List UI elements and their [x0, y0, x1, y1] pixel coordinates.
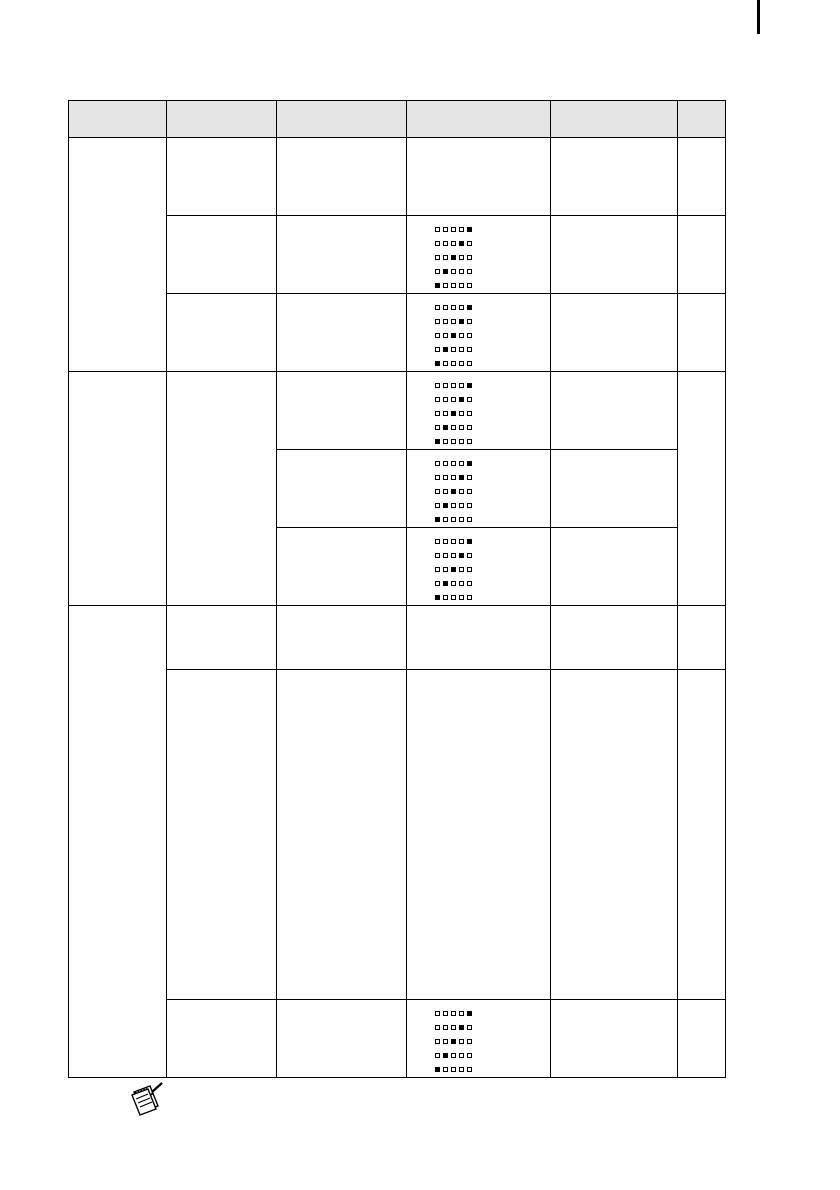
open-square-icon — [467, 361, 472, 366]
filled-square-icon — [467, 1011, 472, 1016]
filled-square-icon — [459, 319, 464, 324]
open-square-icon — [451, 1053, 456, 1058]
open-square-icon — [443, 333, 448, 338]
open-square-icon — [459, 269, 464, 274]
level-scale-row — [435, 456, 550, 470]
open-square-icon — [451, 517, 456, 522]
header-cell — [277, 101, 407, 138]
table-cell — [407, 528, 551, 606]
open-square-icon — [435, 227, 440, 232]
open-square-icon — [435, 1039, 440, 1044]
table-cell — [407, 294, 551, 372]
open-square-icon — [451, 305, 456, 310]
open-square-icon — [459, 503, 464, 508]
filled-square-icon — [467, 539, 472, 544]
open-square-icon — [467, 1039, 472, 1044]
open-square-icon — [443, 595, 448, 600]
open-square-icon — [459, 347, 464, 352]
level-scale-row — [435, 278, 550, 292]
filled-square-icon — [459, 553, 464, 558]
open-square-icon — [467, 567, 472, 572]
open-square-icon — [435, 255, 440, 260]
table-cell — [551, 294, 678, 372]
level-scale — [407, 216, 550, 292]
level-scale-row — [435, 392, 550, 406]
open-square-icon — [435, 411, 440, 416]
open-square-icon — [459, 425, 464, 430]
level-scale-row — [435, 498, 550, 512]
open-square-icon — [451, 383, 456, 388]
filled-square-icon — [459, 475, 464, 480]
open-square-icon — [451, 227, 456, 232]
open-square-icon — [443, 241, 448, 246]
open-square-icon — [451, 475, 456, 480]
level-scale-row — [435, 1062, 550, 1076]
open-square-icon — [435, 319, 440, 324]
level-scale — [407, 450, 550, 526]
table-row — [69, 1000, 726, 1078]
open-square-icon — [443, 1025, 448, 1030]
filled-square-icon — [467, 305, 472, 310]
open-square-icon — [459, 283, 464, 288]
table-cell — [69, 372, 167, 606]
open-square-icon — [451, 397, 456, 402]
filled-square-icon — [459, 1025, 464, 1030]
open-square-icon — [435, 333, 440, 338]
level-scale-row — [435, 590, 550, 604]
filled-square-icon — [443, 269, 448, 274]
table-cell — [407, 372, 551, 450]
table-cell — [167, 216, 277, 294]
open-square-icon — [443, 439, 448, 444]
open-square-icon — [435, 1025, 440, 1030]
table-cell — [69, 606, 167, 1078]
level-scale-row — [435, 484, 550, 498]
open-square-icon — [435, 397, 440, 402]
table-cell — [277, 372, 407, 450]
open-square-icon — [459, 1067, 464, 1072]
open-square-icon — [435, 539, 440, 544]
filled-square-icon — [443, 1053, 448, 1058]
open-square-icon — [467, 347, 472, 352]
table-cell — [277, 294, 407, 372]
header-cell — [678, 101, 726, 138]
open-square-icon — [459, 383, 464, 388]
table-row — [69, 294, 726, 372]
table-cell — [678, 216, 726, 294]
level-scale-row — [435, 562, 550, 576]
open-square-icon — [435, 305, 440, 310]
filled-square-icon — [435, 283, 440, 288]
open-square-icon — [459, 595, 464, 600]
open-square-icon — [443, 461, 448, 466]
table-cell — [69, 138, 167, 372]
open-square-icon — [467, 1025, 472, 1030]
table-header-row — [69, 101, 726, 138]
open-square-icon — [467, 503, 472, 508]
open-square-icon — [459, 539, 464, 544]
open-square-icon — [459, 1053, 464, 1058]
open-square-icon — [443, 283, 448, 288]
table-row — [69, 138, 726, 216]
filled-square-icon — [451, 489, 456, 494]
open-square-icon — [459, 517, 464, 522]
filled-square-icon — [467, 383, 472, 388]
level-scale-row — [435, 342, 550, 356]
open-square-icon — [443, 517, 448, 522]
level-scale — [407, 294, 550, 370]
table-cell — [551, 216, 678, 294]
filled-square-icon — [459, 241, 464, 246]
open-square-icon — [467, 411, 472, 416]
level-scale-row — [435, 300, 550, 314]
open-square-icon — [467, 439, 472, 444]
filled-square-icon — [443, 503, 448, 508]
open-square-icon — [443, 475, 448, 480]
open-square-icon — [443, 1067, 448, 1072]
table-cell — [167, 294, 277, 372]
filled-square-icon — [435, 595, 440, 600]
table-cell — [277, 1000, 407, 1078]
level-scale — [407, 528, 550, 604]
open-square-icon — [451, 1011, 456, 1016]
filled-square-icon — [459, 397, 464, 402]
level-scale-row — [435, 236, 550, 250]
open-square-icon — [451, 361, 456, 366]
open-square-icon — [451, 241, 456, 246]
open-square-icon — [467, 517, 472, 522]
open-square-icon — [443, 411, 448, 416]
level-scale-row — [435, 548, 550, 562]
open-square-icon — [451, 539, 456, 544]
open-square-icon — [467, 475, 472, 480]
level-scale-row — [435, 314, 550, 328]
table-cell — [551, 670, 678, 1000]
open-square-icon — [459, 305, 464, 310]
open-square-icon — [467, 553, 472, 558]
level-scale-row — [435, 1020, 550, 1034]
open-square-icon — [451, 283, 456, 288]
open-square-icon — [443, 255, 448, 260]
table-cell — [277, 606, 407, 670]
level-scale — [407, 1000, 550, 1076]
header-cell — [69, 101, 167, 138]
filled-square-icon — [451, 411, 456, 416]
open-square-icon — [467, 425, 472, 430]
open-square-icon — [435, 269, 440, 274]
table-row — [69, 606, 726, 670]
table-cell — [678, 1000, 726, 1078]
open-square-icon — [451, 553, 456, 558]
table-cell — [551, 138, 678, 216]
filled-square-icon — [435, 1067, 440, 1072]
level-scale-row — [435, 1006, 550, 1020]
open-square-icon — [443, 489, 448, 494]
open-square-icon — [451, 461, 456, 466]
level-scale-row — [435, 1034, 550, 1048]
level-scale-row — [435, 406, 550, 420]
level-scale-row — [435, 378, 550, 392]
level-scale-row — [435, 356, 550, 370]
table-cell — [551, 372, 678, 450]
open-square-icon — [451, 269, 456, 274]
filled-square-icon — [451, 255, 456, 260]
open-square-icon — [443, 305, 448, 310]
level-scale-row — [435, 576, 550, 590]
table-cell — [551, 450, 678, 528]
table-cell — [678, 670, 726, 1000]
table-cell — [277, 138, 407, 216]
open-square-icon — [459, 227, 464, 232]
open-square-icon — [443, 397, 448, 402]
open-square-icon — [451, 347, 456, 352]
page-corner-rule — [757, 0, 760, 34]
open-square-icon — [451, 319, 456, 324]
open-square-icon — [435, 581, 440, 586]
table-cell — [407, 216, 551, 294]
open-square-icon — [451, 581, 456, 586]
table-cell — [167, 138, 277, 216]
filled-square-icon — [451, 1039, 456, 1044]
open-square-icon — [443, 319, 448, 324]
filled-square-icon — [435, 517, 440, 522]
table-cell — [277, 670, 407, 1000]
open-square-icon — [459, 1011, 464, 1016]
table-cell — [678, 372, 726, 606]
table-cell — [678, 606, 726, 670]
level-scale-row — [435, 420, 550, 434]
level-scale-row — [435, 434, 550, 448]
table-cell — [678, 294, 726, 372]
filled-square-icon — [467, 461, 472, 466]
open-square-icon — [451, 439, 456, 444]
table-cell — [167, 670, 277, 1000]
table-cell — [551, 528, 678, 606]
open-square-icon — [467, 489, 472, 494]
open-square-icon — [443, 1011, 448, 1016]
open-square-icon — [459, 461, 464, 466]
table-cell — [277, 216, 407, 294]
open-square-icon — [467, 595, 472, 600]
open-square-icon — [459, 255, 464, 260]
filled-square-icon — [443, 581, 448, 586]
open-square-icon — [451, 503, 456, 508]
header-cell — [167, 101, 277, 138]
table-cell — [167, 372, 277, 606]
open-square-icon — [435, 1053, 440, 1058]
open-square-icon — [451, 595, 456, 600]
open-square-icon — [459, 411, 464, 416]
level-scale — [407, 372, 550, 448]
open-square-icon — [467, 1067, 472, 1072]
level-scale-row — [435, 1048, 550, 1062]
table-row — [69, 372, 726, 450]
table-cell — [277, 528, 407, 606]
table-cell — [277, 450, 407, 528]
level-scale-row — [435, 470, 550, 484]
open-square-icon — [467, 255, 472, 260]
open-square-icon — [467, 581, 472, 586]
settings-table — [68, 100, 726, 1078]
open-square-icon — [435, 347, 440, 352]
open-square-icon — [467, 241, 472, 246]
open-square-icon — [443, 227, 448, 232]
open-square-icon — [443, 539, 448, 544]
open-square-icon — [459, 361, 464, 366]
table-cell — [407, 670, 551, 1000]
open-square-icon — [443, 361, 448, 366]
open-square-icon — [443, 567, 448, 572]
open-square-icon — [459, 581, 464, 586]
level-scale-row — [435, 264, 550, 278]
table-cell — [551, 606, 678, 670]
header-cell — [407, 101, 551, 138]
filled-square-icon — [443, 347, 448, 352]
open-square-icon — [467, 283, 472, 288]
open-square-icon — [467, 319, 472, 324]
level-scale-row — [435, 534, 550, 548]
open-square-icon — [467, 269, 472, 274]
level-scale-row — [435, 222, 550, 236]
filled-square-icon — [435, 361, 440, 366]
open-square-icon — [451, 425, 456, 430]
open-square-icon — [435, 241, 440, 246]
filled-square-icon — [435, 439, 440, 444]
open-square-icon — [451, 1067, 456, 1072]
filled-square-icon — [451, 333, 456, 338]
table-cell — [407, 1000, 551, 1078]
open-square-icon — [467, 397, 472, 402]
open-square-icon — [459, 489, 464, 494]
open-square-icon — [435, 567, 440, 572]
table-cell — [407, 606, 551, 670]
filled-square-icon — [467, 227, 472, 232]
filled-square-icon — [451, 567, 456, 572]
table-cell — [167, 606, 277, 670]
level-scale-row — [435, 512, 550, 526]
open-square-icon — [435, 425, 440, 430]
table-cell — [678, 138, 726, 216]
open-square-icon — [443, 383, 448, 388]
open-square-icon — [451, 1025, 456, 1030]
open-square-icon — [459, 333, 464, 338]
open-square-icon — [459, 439, 464, 444]
open-square-icon — [435, 475, 440, 480]
level-scale-row — [435, 250, 550, 264]
open-square-icon — [459, 1039, 464, 1044]
filled-square-icon — [443, 425, 448, 430]
table-cell — [167, 1000, 277, 1078]
table-cell — [407, 450, 551, 528]
open-square-icon — [467, 333, 472, 338]
open-square-icon — [467, 1053, 472, 1058]
open-square-icon — [435, 553, 440, 558]
open-square-icon — [435, 503, 440, 508]
open-square-icon — [443, 1039, 448, 1044]
open-square-icon — [459, 567, 464, 572]
open-square-icon — [435, 383, 440, 388]
open-square-icon — [435, 461, 440, 466]
table-cell — [551, 1000, 678, 1078]
note-pad-icon — [130, 1082, 164, 1116]
level-scale-row — [435, 328, 550, 342]
table-row — [69, 216, 726, 294]
open-square-icon — [443, 553, 448, 558]
open-square-icon — [435, 1011, 440, 1016]
table-cell — [407, 138, 551, 216]
table-row — [69, 670, 726, 1000]
open-square-icon — [435, 489, 440, 494]
header-cell — [551, 101, 678, 138]
